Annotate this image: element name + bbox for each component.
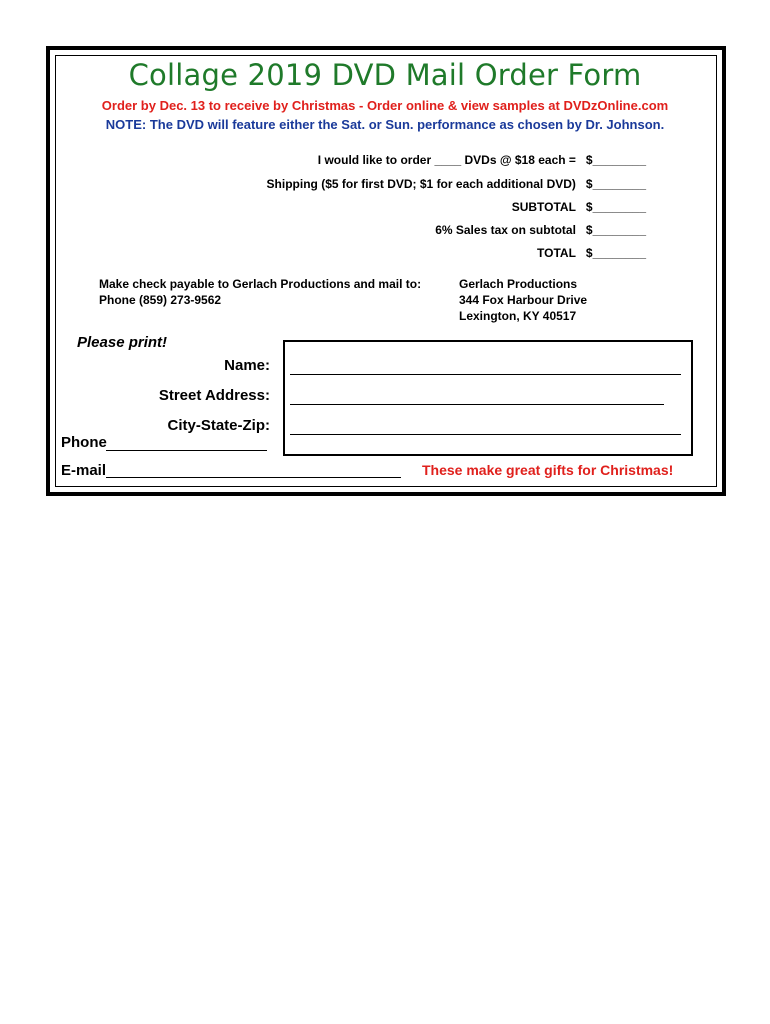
calc-row-shipping <box>150 177 646 191</box>
city-state-zip-field[interactable] <box>290 434 681 435</box>
email-field[interactable] <box>106 477 401 478</box>
calc-amount-blank[interactable]: $________ <box>585 246 646 260</box>
form-title: Collage 2019 DVD Mail Order Form <box>128 58 642 92</box>
calc-label: TOTAL <box>537 246 576 260</box>
gift-promo-text: These make great gifts for Christmas! <box>422 462 674 478</box>
calc-label: 6% Sales tax on subtotal <box>435 223 576 237</box>
address-entry-box <box>283 340 693 456</box>
calc-amount-blank[interactable]: $________ <box>585 153 646 167</box>
address-line: Gerlach Productions <box>459 277 578 291</box>
calc-row-quantity <box>150 153 646 167</box>
calc-amount-blank[interactable]: $________ <box>585 223 646 237</box>
check-payable-text: Make check payable to Gerlach Productions and mail to: <box>99 277 422 291</box>
mailing-address <box>459 276 587 324</box>
calc-row-sales-tax <box>150 223 646 237</box>
performance-note: NOTE: The DVD will feature either the Sat. or Sun. performance as chosen by Dr. Johnson. <box>105 117 665 132</box>
city-state-zip-label: City-State-Zip: <box>167 417 270 434</box>
calc-label: I would like to order ____ DVDs @ $18 each = <box>317 153 576 167</box>
calc-label: SUBTOTAL <box>511 200 576 214</box>
calc-amount-blank[interactable]: $________ <box>585 200 646 214</box>
name-label: Name: <box>224 357 270 374</box>
contact-phone: Phone (859) 273-9562 <box>99 293 222 307</box>
street-address-label: Street Address: <box>158 387 270 404</box>
email-label: E-mail <box>61 462 107 479</box>
address-line: Lexington, KY 40517 <box>459 309 577 323</box>
phone-field[interactable] <box>106 450 267 451</box>
address-line: 344 Fox Harbour Drive <box>459 293 588 307</box>
calc-row-total <box>150 246 646 260</box>
street-address-field[interactable] <box>290 404 664 405</box>
name-field[interactable] <box>290 374 681 375</box>
order-deadline-text: Order by Dec. 13 to receive by Christmas - Order online & view samples at DVDzOnline.com <box>101 98 669 113</box>
calc-amount-blank[interactable]: $________ <box>585 177 646 191</box>
calc-label: Shipping ($5 for first DVD; $1 for each additional DVD) <box>266 177 576 191</box>
payment-instructions <box>99 276 421 308</box>
phone-label: Phone <box>61 434 107 451</box>
calc-row-subtotal <box>150 200 646 214</box>
please-print-label: Please print! <box>77 334 168 351</box>
